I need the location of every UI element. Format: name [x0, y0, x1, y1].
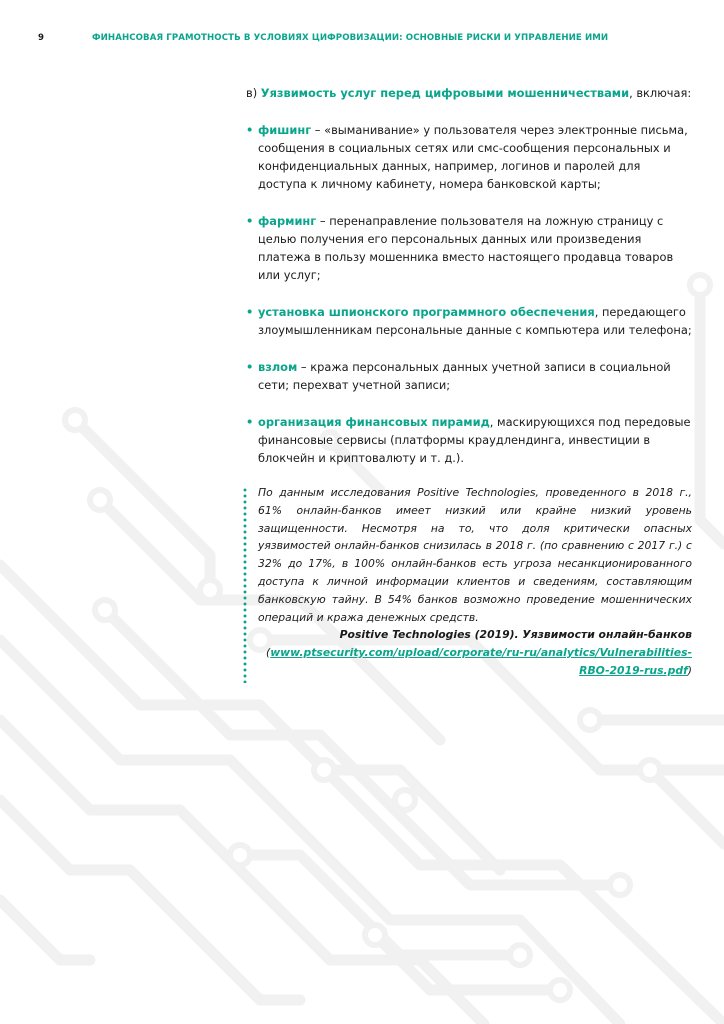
bullet-icon: •: [246, 415, 254, 429]
item-term: организация финансовых пирамид: [258, 415, 490, 429]
research-quote: [246, 484, 692, 680]
bullet-icon: •: [246, 214, 254, 228]
item-term: фарминг: [258, 214, 317, 228]
list-item-hacking: [246, 358, 692, 394]
page-header: [38, 33, 704, 43]
source-link[interactable]: www.ptsecurity.com/upload/corporate/ru-ru/analytics/Vulnerabilities-RBO-2019-rus.pdf: [270, 646, 692, 677]
item-text: – «выманивание» у пользователя через электронные письма, сообщения в социальных сетях или смс-сообщения персональных и конфиденциальных данных, например, логинов и паролей для доступа к личному кабинету, номера банковской карты;: [258, 123, 688, 191]
bullet-icon: •: [246, 360, 254, 374]
main-content: [246, 84, 692, 680]
item-text: , маскирующихся под передовые финансовые сервисы (платформы краудлендинга, инвестиции в блокчейн и криптовалюту и т. д.).: [258, 415, 691, 465]
list-item-pyramids: [246, 413, 692, 467]
item-term: установка шпионского программного обеспечения: [258, 305, 595, 319]
item-text: , передающего злоумышленникам персональные данные с компьютера или телефона;: [258, 305, 692, 337]
quote-text: По данным исследования Positive Technologies, проведенного в 2018 г., 61% онлайн-банков имеет низкий или крайне низкий уровень защищенности. Несмотря на то, что доля критически опасных уязвимостей онлайн-банков снизилась в 2018 г. (по сравнению с 2017 г.) с 32% до 17%, в 100% онлайн-банков есть угроза несанкционированного доступа к личной информации клиентов и сведениям, составляющим банковскую тайну. В 54% банков возможно проведение мошеннических операций и кража денежных средств.: [258, 486, 692, 624]
link-open: (: [265, 646, 271, 660]
intro-term: Уязвимость услуг перед цифровыми мошенничествами: [260, 86, 630, 100]
intro-suffix: , включая:: [629, 86, 692, 100]
item-term: взлом: [258, 360, 298, 374]
item-term: фишинг: [258, 123, 312, 137]
fraud-list: [246, 121, 692, 467]
bullet-icon: •: [246, 123, 254, 137]
list-item-spyware: [246, 303, 692, 339]
quote-source: [258, 626, 692, 679]
source-title: Positive Technologies (2019). Уязвимости онлайн-банков: [339, 628, 692, 642]
item-text: – кража персональных данных учетной записи в социальной сети; перехват учетной записи;: [258, 360, 671, 392]
page-number: 9: [38, 33, 45, 43]
link-close: ): [687, 663, 692, 677]
dotted-rule: [243, 487, 247, 683]
section-intro: [246, 84, 692, 102]
list-item-pharming: [246, 212, 692, 284]
bullet-icon: •: [246, 305, 254, 319]
intro-prefix: в): [246, 86, 261, 100]
item-text: – перенаправление пользователя на ложную страницу с целью получения его персональных данных или произведения платежа в пользу мошенника вместо настоящего продавца товаров или услуг;: [258, 214, 674, 282]
running-title: ФИНАНСОВАЯ ГРАМОТНОСТЬ В УСЛОВИЯХ ЦИФРОВИЗАЦИИ: ОСНОВНЫЕ РИСКИ И УПРАВЛЕНИЕ ИМИ: [92, 33, 609, 43]
list-item-phishing: [246, 121, 692, 193]
